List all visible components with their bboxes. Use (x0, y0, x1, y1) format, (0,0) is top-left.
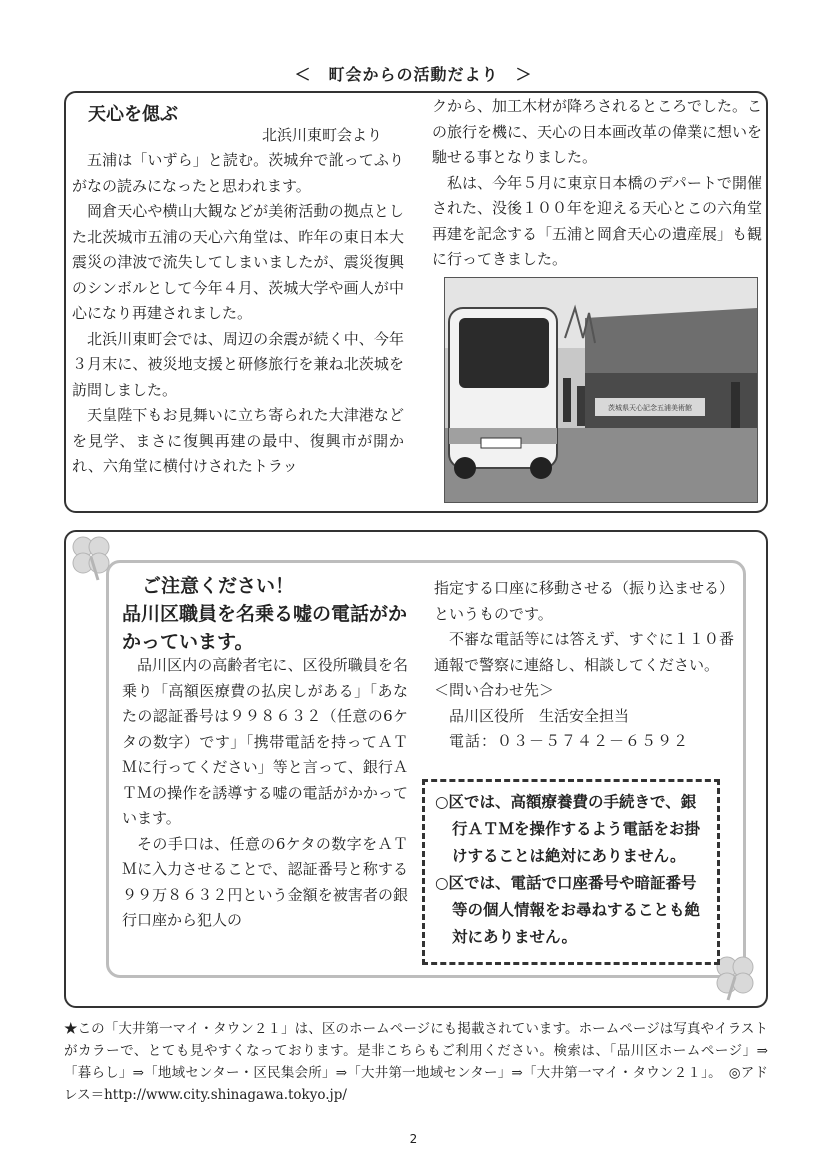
notice-item: ○区では、電話で口座番号や暗証番号等の個人情報をお尋ねすることも絶対にありません。 (435, 874, 701, 946)
notice-box (422, 779, 720, 965)
warning-title-line-1: ご注意ください！ (142, 575, 295, 597)
paragraph: 天皇陛下もお見舞いに立ち寄られた大津港などを見学、まさに復興再建の最中、復興市が開かれ、六角堂に横付けされたトラッ (72, 406, 404, 475)
paragraph: 私は、今年５月に東京日本橋のデパートで開催された、没後１００年を迎える天心とこの六角堂再建を記念する「五浦と岡倉天心の遺産展」も観に行ってきました。 (432, 173, 763, 268)
paragraph: 品川区内の高齢者宅に、区役所職員を名乗り「高額医療費の払戻しがある」「あなたの認証番号は９９８６３２（任意の6ケタの数字）です」「携帯電話を持ってＡＴＭに行ってください」等と言って、銀行ＡＴＭの操作を誘導する嘘の電話がかかっています。 (122, 656, 408, 827)
warning-title (122, 572, 412, 656)
page-number: 2 (409, 1132, 418, 1146)
bus-photo-illustration (445, 278, 757, 502)
paragraph: 北浜川東町会では、周辺の余震が続く中、今年３月末に、被災地支援と研修旅行を兼ね北茨城を訪問しました。 (72, 329, 404, 399)
paragraph: 岡倉天心や横山大観などが美術活動の拠点とした北茨城市五浦の天心六角堂は、昨年の東日本大震災の津波で流失してしまいましたが、震災復興のシンボルとして今年４月、茨城大学や画人が中心になり再建されました。 (72, 202, 404, 322)
contact-heading: ＜問い合わせ先＞ (434, 681, 555, 699)
bus-photo (444, 277, 758, 503)
article-byline: 北浜川東町会より (262, 126, 383, 144)
warning-column-2 (434, 576, 734, 755)
clover-icon (66, 532, 116, 586)
warning-column-1 (122, 653, 408, 934)
contact-phone: 電話：０３－５７４２－６５９２ (449, 732, 690, 750)
paragraph: クから、加工木材が降ろされるところでした。この旅行を機に、天心の日本画改革の偉業に想いを馳せる事となりました。 (432, 97, 763, 166)
contact-info (434, 678, 734, 755)
paragraph: その手口は、任意の6ケタの数字をＡＴＭに入力させることで、認証番号と称する９９万８６３２円という金額を被害者の銀行口座から犯人の (122, 834, 408, 929)
article-title: 天心を偲ぶ (88, 104, 178, 125)
footer-text: ★この「大井第一マイ・タウン２１」は、区のホームページにも掲載されています。ホームページは写真やイラストがカラーで、とても見やすくなっております。是非こちらもご利用ください。検索は、「品川区ホームページ」⇒「暮らし」⇒「地域センター・区民集会所」⇒「大井第一地域センター」⇒「大井第一マイ・タウン２１」。 ◎アドレス＝http://www.city.shinagawa.tokyo.jp/ (64, 1021, 768, 1103)
contact-office: 品川区役所 生活安全担当 (449, 706, 630, 725)
article-column-1 (72, 148, 404, 480)
photo-sign-text: 茨城県天心記念五浦美術館 (608, 404, 692, 412)
paragraph: 五浦は「いずら」と読む。茨城弁で訛ってふりがなの読みになったと思われます。 (72, 151, 404, 195)
warning-title-line-2: 品川区職員を名乗る嘘の電話がかかっています。 (122, 603, 408, 653)
footer-note (64, 1018, 768, 1106)
article-column-2 (432, 94, 762, 273)
paragraph: 不審な電話等には答えず、すぐに１１０番通報で警察に連絡し、相談してください。 (434, 630, 734, 674)
paragraph: 指定する口座に移動させる（振り込ませる）というものです。 (434, 579, 735, 623)
section-header: ＜ 町会からの活動だより ＞ (294, 65, 533, 84)
notice-item: ○区では、高額療養費の手続きで、銀行ＡＴＭを操作するよう電話をお掛けすることは絶対にありません。 (435, 793, 701, 865)
